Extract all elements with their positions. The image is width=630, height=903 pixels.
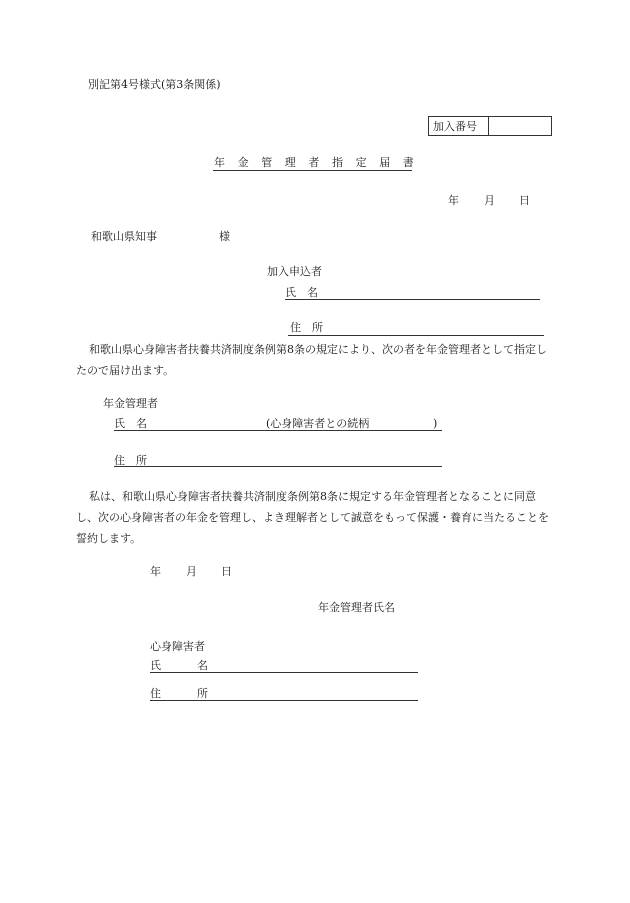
addressee-name: 和歌山県知事 — [91, 230, 157, 243]
manager-relation-close: ) — [433, 417, 438, 430]
manager-address-field[interactable] — [114, 466, 442, 467]
title-underline — [213, 170, 412, 171]
document-title: 年金管理者指定届書 — [214, 156, 427, 169]
disabled-person-name-label-1: 氏 — [150, 659, 161, 672]
pledge-text: 私は、和歌山県心身障害者扶養共済制度条例第8条に規定する年金管理者となることに同意し、次の心身障害者の年金を管理し、よき理解者として誠意をもって保護・養育に当たることを誓約します。 — [76, 490, 549, 545]
manager-name-label: 氏 名 — [114, 417, 147, 430]
pledge-date-year-label: 年 — [150, 565, 161, 578]
date-day-label: 日 — [519, 194, 530, 207]
applicant-name-label: 氏 名 — [285, 286, 318, 299]
pledge-date-month-label: 月 — [186, 565, 197, 578]
form-number-label: 別記第4号様式(第3条関係) — [88, 78, 221, 91]
date-month-label: 月 — [484, 194, 495, 207]
manager-address-label: 住 所 — [114, 454, 147, 467]
pledge-date-day-label: 日 — [221, 565, 232, 578]
manager-relation-label: (心身障害者との続柄 — [266, 417, 370, 430]
membership-number-label: 加入番号 — [433, 120, 477, 133]
applicant-address-label: 住 所 — [290, 321, 323, 334]
notification-text: 和歌山県心身障害者扶養共済制度条例第8条の規定により、次の者を年金管理者として指定したので届け出ます。 — [76, 343, 547, 377]
disabled-person-heading: 心身障害者 — [150, 640, 205, 653]
date-year-label: 年 — [448, 194, 459, 207]
membership-number-box — [428, 116, 552, 136]
manager-signature-label: 年金管理者氏名 — [318, 601, 395, 614]
disabled-person-address-label-2: 所 — [197, 687, 208, 700]
manager-heading: 年金管理者 — [103, 397, 158, 410]
applicant-name-field[interactable] — [285, 299, 540, 300]
applicant-address-field[interactable] — [288, 335, 544, 336]
disabled-person-name-field[interactable] — [150, 672, 418, 673]
addressee-honorific: 様 — [219, 230, 230, 243]
manager-name-field[interactable] — [114, 430, 442, 431]
disabled-person-address-label-1: 住 — [150, 687, 161, 700]
applicant-heading: 加入申込者 — [267, 265, 322, 278]
disabled-person-name-label-2: 名 — [197, 659, 208, 672]
membership-number-divider — [488, 117, 489, 135]
disabled-person-address-field[interactable] — [150, 700, 418, 701]
